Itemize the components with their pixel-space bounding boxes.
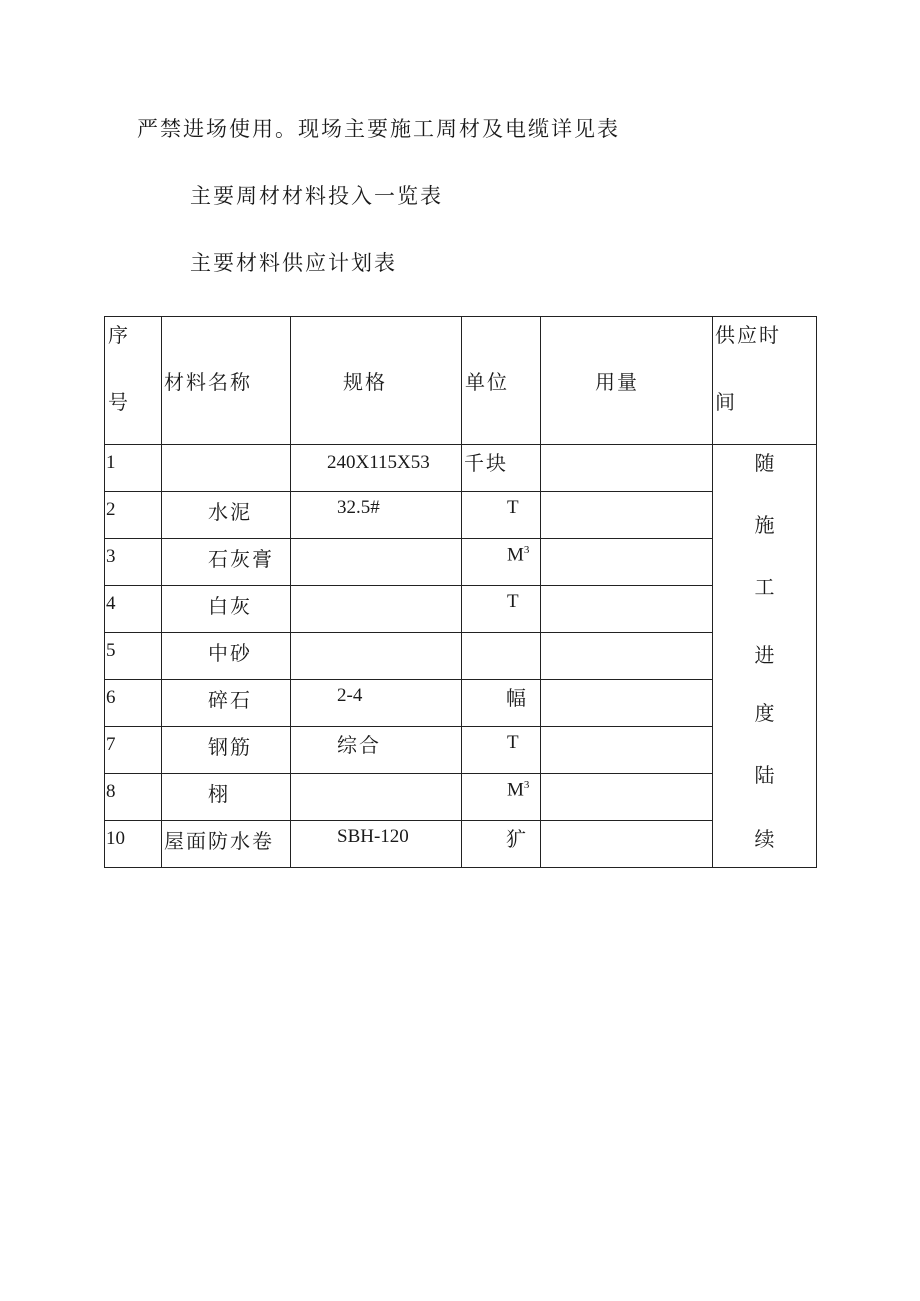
cell-unit: [462, 445, 541, 492]
name-value: 栩: [208, 782, 230, 806]
cell-unit: [462, 586, 541, 633]
table-row: [105, 727, 817, 774]
supply-time-char: 续: [754, 827, 775, 851]
unit-value: [507, 780, 529, 799]
cell-supply-time: [713, 445, 817, 868]
cell-spec: [291, 821, 462, 868]
cell-qty: [541, 445, 713, 492]
unit-base: M: [507, 544, 524, 566]
cell-spec: [291, 774, 462, 821]
spec-value: SBH-120: [337, 826, 409, 847]
table-row: [105, 774, 817, 821]
cell-seq: [105, 680, 162, 727]
seq-value: 7: [106, 734, 116, 755]
spec-value: 综合: [337, 733, 381, 757]
cell-unit: [462, 821, 541, 868]
cell-spec: [291, 492, 462, 539]
cell-seq: [105, 633, 162, 680]
cell-name: [162, 821, 291, 868]
cell-spec: [291, 539, 462, 586]
table-row: [105, 492, 817, 539]
name-value: 水泥: [208, 500, 252, 524]
seq-value: 8: [106, 781, 116, 802]
cell-name: [162, 727, 291, 774]
cell-qty: [541, 774, 713, 821]
table-row: [105, 539, 817, 586]
header-unit-label: 单位: [465, 370, 509, 394]
name-value: 碎石: [208, 688, 252, 712]
cell-spec: [291, 633, 462, 680]
supply-time-char: 进: [754, 643, 775, 667]
header-seq: [105, 317, 162, 445]
unit-value: 幅: [506, 686, 528, 710]
cell-unit: [462, 539, 541, 586]
cell-unit: [462, 492, 541, 539]
cell-qty: [541, 586, 713, 633]
unit-value: T: [507, 497, 519, 518]
cell-seq: [105, 445, 162, 492]
cell-qty: [541, 633, 713, 680]
cell-name: [162, 586, 291, 633]
cell-name: [162, 539, 291, 586]
header-spec-label: 规格: [343, 370, 387, 394]
spec-value: 2-4: [337, 685, 363, 706]
header-qty: [541, 317, 713, 445]
supply-time-char: 施: [754, 513, 775, 537]
cell-seq: [105, 539, 162, 586]
cell-qty: [541, 821, 713, 868]
name-value: 钢筋: [208, 735, 252, 759]
cell-qty: [541, 727, 713, 774]
header-supply-time: [713, 317, 817, 445]
seq-value: 4: [106, 593, 116, 614]
unit-base: M: [507, 779, 524, 801]
table-row: [105, 586, 817, 633]
header-name-label: 材料名称: [164, 370, 252, 394]
table-row: [105, 821, 817, 868]
seq-value: 10: [106, 828, 125, 849]
table-header-row: [105, 317, 817, 445]
seq-value: 1: [106, 452, 116, 473]
cell-name: [162, 492, 291, 539]
unit-value: 千块: [464, 451, 508, 475]
cell-seq: [105, 586, 162, 633]
header-qty-label: 用量: [595, 370, 639, 394]
unit-superscript: 3: [523, 544, 530, 556]
header-spec: [291, 317, 462, 445]
cell-spec: [291, 445, 462, 492]
section-title-turnover-materials: 主要周材材料投入一览表: [190, 184, 443, 208]
name-value: 屋面防水卷: [164, 829, 274, 853]
name-value: 石灰膏: [208, 547, 274, 571]
cell-name: [162, 680, 291, 727]
spec-value: 240X115X53: [327, 452, 430, 473]
cell-unit: [462, 680, 541, 727]
header-seq-top: 序: [108, 323, 130, 347]
cell-qty: [541, 539, 713, 586]
cell-name: [162, 633, 291, 680]
cell-seq: [105, 774, 162, 821]
cell-spec: [291, 586, 462, 633]
cell-spec: [291, 680, 462, 727]
seq-value: 2: [106, 499, 116, 520]
header-supply-time-top: 供应时: [715, 323, 781, 347]
table-row: [105, 445, 817, 492]
cell-seq: [105, 727, 162, 774]
table-row: [105, 680, 817, 727]
table-row: [105, 633, 817, 680]
supply-time-char: 随: [754, 451, 775, 475]
cell-seq: [105, 821, 162, 868]
unit-superscript: 3: [523, 779, 530, 791]
header-supply-time-bottom: 间: [715, 390, 737, 414]
cell-unit: [462, 774, 541, 821]
body-paragraph: 严禁进场使用。现场主要施工周材及电缆详见表: [137, 117, 620, 141]
seq-value: 3: [106, 546, 116, 567]
supply-time-char: 陆: [754, 763, 775, 787]
unit-value: T: [507, 591, 519, 612]
supply-time-char: 度: [754, 701, 775, 725]
header-unit: [462, 317, 541, 445]
unit-value: 犷: [506, 827, 528, 851]
material-supply-table: [104, 316, 817, 868]
cell-qty: [541, 680, 713, 727]
cell-seq: [105, 492, 162, 539]
header-seq-bottom: 号: [108, 390, 130, 414]
supply-time-char: 工: [754, 575, 775, 599]
cell-spec: [291, 727, 462, 774]
name-value: 中砂: [208, 641, 252, 665]
unit-value: T: [507, 732, 519, 753]
cell-name: [162, 774, 291, 821]
unit-value: [507, 545, 529, 564]
section-title-supply-plan: 主要材料供应计划表: [190, 251, 397, 275]
cell-unit: [462, 633, 541, 680]
cell-name: [162, 445, 291, 492]
spec-value: 32.5#: [337, 497, 380, 518]
cell-unit: [462, 727, 541, 774]
header-name: [162, 317, 291, 445]
cell-qty: [541, 492, 713, 539]
name-value: 白灰: [208, 594, 252, 618]
seq-value: 5: [106, 640, 116, 661]
seq-value: 6: [106, 687, 116, 708]
